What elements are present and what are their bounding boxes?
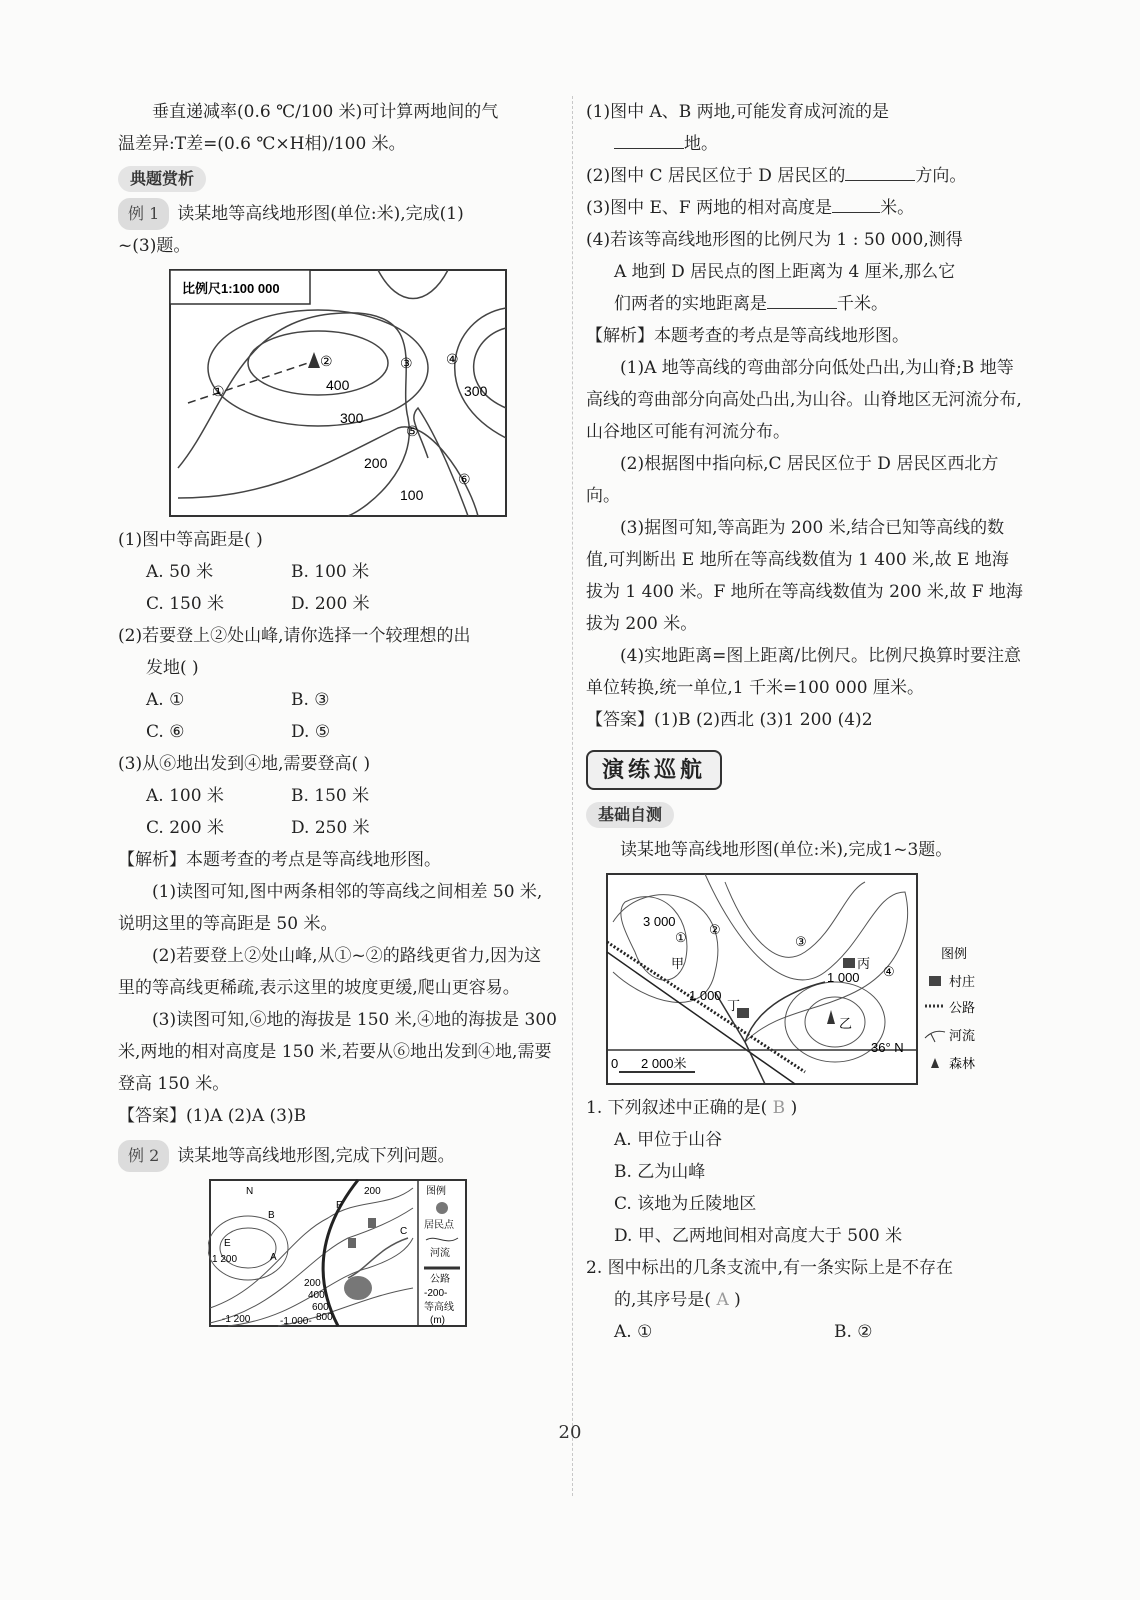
intro-line: 温差异:T差=(0.6 ℃×H相)/100 米。 bbox=[118, 134, 406, 154]
section-tag: 典题赏析 bbox=[118, 166, 206, 192]
written-answer: B bbox=[772, 1098, 786, 1118]
map-label: 3 000 bbox=[643, 914, 676, 929]
question: 的,其序号是( bbox=[614, 1290, 712, 1310]
left-column bbox=[118, 96, 558, 1334]
question: 发地( ) bbox=[146, 658, 199, 678]
contour-map-2 bbox=[208, 1178, 468, 1328]
example-tag: 例 1 bbox=[118, 198, 169, 230]
answer: 【答案】(1)B (2)西北 (3)1 200 (4)2 bbox=[586, 710, 873, 730]
page-number: 20 bbox=[558, 1422, 582, 1443]
map-label: 400 bbox=[308, 1290, 325, 1301]
map-label: -200- bbox=[424, 1288, 448, 1299]
answer-blank bbox=[845, 180, 915, 181]
answer-blank bbox=[832, 212, 880, 213]
map-label: 300 bbox=[464, 383, 488, 399]
map-label: ④ bbox=[446, 351, 459, 367]
option: B. 150 米 bbox=[291, 786, 370, 806]
option: C. 200 米 bbox=[146, 818, 225, 838]
example-text: 读某地等高线地形图(单位:米),完成(1) bbox=[177, 204, 464, 224]
example-text: 读某地等高线地形图,完成下列问题。 bbox=[177, 1146, 455, 1166]
option: A. ① bbox=[146, 690, 185, 710]
option: B. ② bbox=[834, 1322, 873, 1342]
map-label: ② bbox=[320, 353, 333, 369]
example-text: ~(3)题。 bbox=[118, 236, 191, 256]
answer-blank bbox=[767, 308, 837, 309]
map-label: 300 bbox=[340, 410, 364, 426]
legend-item: 公路 bbox=[949, 1000, 976, 1015]
legend-title: 图例 bbox=[426, 1186, 446, 1197]
answer: 【答案】(1)A (2)A (3)B bbox=[118, 1106, 307, 1126]
right-column bbox=[586, 96, 1024, 1348]
question: 千米。 bbox=[837, 294, 888, 314]
question: ) bbox=[790, 1098, 798, 1118]
question: (4)若该等高线地形图的比例尺为 1 : 50 000,测得 bbox=[586, 230, 963, 250]
map-label: F bbox=[336, 1200, 343, 1211]
written-answer: A bbox=[716, 1290, 729, 1310]
map-label: 600 bbox=[312, 1302, 329, 1313]
option: B. 乙为山峰 bbox=[614, 1162, 706, 1182]
legend-item: 等高线 bbox=[424, 1302, 454, 1313]
question: 米。 bbox=[880, 198, 915, 218]
map-label: 0 bbox=[611, 1056, 619, 1071]
option: A. 100 米 bbox=[146, 786, 224, 806]
column-divider bbox=[572, 96, 573, 1496]
analysis-title: 【解析】本题考查的考点是等高线地形图。 bbox=[586, 326, 909, 346]
option: D. 甲、乙两地间相对高度大于 500 米 bbox=[614, 1226, 903, 1246]
intro-line: 读某地等高线地形图(单位:米),完成1~3题。 bbox=[620, 840, 953, 860]
map-label: 200 bbox=[364, 455, 388, 471]
map-label: ① bbox=[675, 930, 687, 945]
analysis-title: 【解析】本题考查的考点是等高线地形图。 bbox=[118, 850, 441, 870]
question: 方向。 bbox=[915, 166, 967, 186]
question: 地。 bbox=[684, 134, 718, 154]
question: (2)若要登上②处山峰,请你选择一个较理想的出 bbox=[118, 626, 471, 646]
map-label: ④ bbox=[883, 964, 895, 979]
option: D. 250 米 bbox=[291, 818, 370, 838]
option: D. ⑤ bbox=[291, 722, 331, 742]
map-label: -1 200 bbox=[222, 1314, 251, 1325]
contour-map-1 bbox=[168, 268, 508, 518]
question: (2)图中 C 居民区位于 D 居民区的 bbox=[586, 166, 846, 186]
map-label: 100 bbox=[400, 487, 424, 503]
question: 1. 下列叙述中正确的是( bbox=[586, 1098, 768, 1118]
question: (1)图中等高距是( ) bbox=[118, 530, 263, 550]
map-label: 200 bbox=[304, 1278, 321, 1289]
option: A. 50 米 bbox=[146, 562, 214, 582]
map-label: ⑥ bbox=[458, 471, 471, 487]
map-label: 1 200 bbox=[212, 1254, 238, 1265]
map-label: 800 bbox=[316, 1312, 333, 1323]
map-label: ③ bbox=[400, 355, 413, 371]
answer-blank bbox=[614, 148, 684, 149]
map-label: 丙 bbox=[857, 956, 871, 971]
option: A. 甲位于山谷 bbox=[614, 1130, 723, 1150]
question: 们两者的实地距离是 bbox=[614, 294, 767, 314]
map-label: 36° N bbox=[871, 1040, 904, 1055]
analysis-text: (3)据图可知,等高距为 200 米,结合已知等高线的数值,可判断出 E 地所在等高线数值为 1 400 米,故 E 地海拔为 1 400 米。F 地所在等高线数值为 200 米,故 F 地海拔为 200 米。 bbox=[586, 518, 1023, 634]
contour-map-3 bbox=[605, 872, 1005, 1086]
option: C. ⑥ bbox=[146, 722, 185, 742]
option: B. 100 米 bbox=[291, 562, 370, 582]
map-label: 甲 bbox=[671, 956, 685, 971]
map-label: E bbox=[224, 1238, 231, 1249]
legend-item: 河流 bbox=[430, 1248, 450, 1259]
map-label: 丁 bbox=[727, 998, 741, 1013]
legend-item: 居民点 bbox=[424, 1220, 454, 1231]
map-label: 200 bbox=[364, 1186, 381, 1197]
example-tag: 例 2 bbox=[118, 1140, 169, 1172]
question: ) bbox=[734, 1290, 741, 1310]
analysis-text: (3)读图可知,⑥地的海拔是 150 米,④地的海拔是 300 米,两地的相对高度是 150 米,若要从⑥地出发到④地,需要登高 150 米。 bbox=[118, 1010, 557, 1094]
map-label: 1 000 bbox=[827, 970, 860, 985]
legend-item: 森林 bbox=[949, 1056, 976, 1071]
map-label: ⑤ bbox=[406, 423, 419, 439]
map-label: 2 000米 bbox=[641, 1056, 687, 1071]
option: C. 该地为丘陵地区 bbox=[614, 1194, 757, 1214]
legend-item: 公路 bbox=[430, 1274, 450, 1285]
analysis-text: (4)实地距离=图上距离/比例尺。比例尺换算时要注意单位转换,统一单位,1 千米=100 000 厘米。 bbox=[586, 646, 1022, 698]
legend-unit: (m) bbox=[430, 1315, 445, 1326]
analysis-text: (2)根据图中指向标,C 居民区位于 D 居民区西北方向。 bbox=[586, 454, 999, 506]
map-label: B bbox=[268, 1210, 275, 1221]
question: A 地到 D 居民点的图上距离为 4 厘米,那么它 bbox=[614, 262, 956, 282]
map-label: 乙 bbox=[839, 1016, 853, 1031]
option: A. ① bbox=[614, 1322, 653, 1342]
legend-title: 图例 bbox=[941, 946, 968, 961]
section-tag: 基础自测 bbox=[586, 802, 674, 828]
map-label: 1 000 bbox=[689, 988, 722, 1003]
legend-item: 河流 bbox=[949, 1028, 976, 1043]
section-banner: 演练巡航 bbox=[586, 750, 722, 790]
intro-line: 垂直递减率(0.6 ℃/100 米)可计算两地间的气 bbox=[152, 102, 499, 122]
analysis-text: (1)读图可知,图中两条相邻的等高线之间相差 50 米,说明这里的等高距是 50 米。 bbox=[118, 882, 543, 934]
map-label: A bbox=[270, 1252, 277, 1263]
analysis-text: (1)A 地等高线的弯曲部分向低处凸出,为山脊;B 地等高线的弯曲部分向高处凸出,为山谷。山脊地区无河流分布,山谷地区可能有河流分布。 bbox=[586, 358, 1022, 442]
legend-item: 村庄 bbox=[949, 974, 976, 989]
option: B. ③ bbox=[291, 690, 330, 710]
question: (1)图中 A、B 两地,可能发育成河流的是 bbox=[586, 102, 890, 122]
question: 2. 图中标出的几条支流中,有一条实际上是不存在 bbox=[586, 1258, 954, 1278]
analysis-text: (2)若要登上②处山峰,从①~②的路线更省力,因为这里的等高线更稀疏,表示这里的坡度更缓,爬山更容易。 bbox=[118, 946, 542, 998]
option: D. 200 米 bbox=[291, 594, 370, 614]
map-label: ③ bbox=[795, 934, 807, 949]
map-label: ② bbox=[709, 922, 721, 937]
question: (3)图中 E、F 两地的相对高度是 bbox=[586, 198, 833, 218]
map-label: C bbox=[400, 1226, 408, 1237]
option: C. 150 米 bbox=[146, 594, 225, 614]
map-label: 400 bbox=[326, 377, 350, 393]
map-scale: 比例尺1:100 000 bbox=[182, 281, 280, 296]
map-label: -1 000- bbox=[280, 1316, 312, 1327]
question: (3)从⑥地出发到④地,需要登高( ) bbox=[118, 754, 371, 774]
map-label: ① bbox=[212, 383, 225, 399]
map-label: N bbox=[246, 1186, 254, 1197]
